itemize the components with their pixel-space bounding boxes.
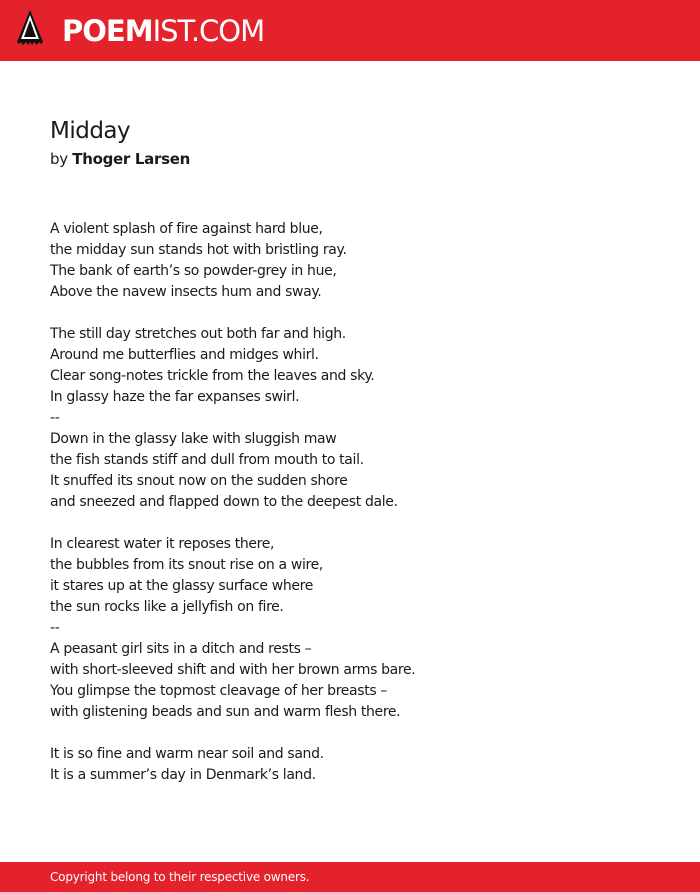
by-label: by <box>50 150 68 168</box>
section-divider: -- <box>50 620 60 636</box>
pen-nib-icon[interactable] <box>17 10 43 51</box>
poem-line: and sneezed and flapped down to the deepest dale. <box>50 494 398 510</box>
poem-line: Above the navew insects hum and sway. <box>50 284 322 300</box>
poem-line: In clearest water it reposes there, <box>50 536 275 552</box>
poem-line: Around me butterflies and midges whirl. <box>50 347 319 363</box>
poem-line: A violent splash of fire against hard blue, <box>50 221 323 237</box>
stanza <box>50 219 650 303</box>
copyright-notice: Copyright belong to their respective owners. <box>50 870 310 884</box>
poem-title: Midday <box>50 118 131 144</box>
site-logo[interactable] <box>62 13 264 49</box>
stanza <box>50 534 650 723</box>
poem-line: Clear song-notes trickle from the leaves and sky. <box>50 368 375 384</box>
poem-line: The still day stretches out both far and high. <box>50 326 346 342</box>
poem-line: You glimpse the topmost cleavage of her breasts – <box>50 683 388 699</box>
logo-light-text: IST.COM <box>152 14 265 48</box>
site-footer <box>0 862 700 892</box>
section-divider: -- <box>50 410 60 426</box>
poem-line: the midday sun stands hot with bristling ray. <box>50 242 347 258</box>
poem-line: the sun rocks like a jellyfish on fire. <box>50 599 284 615</box>
poem-line: Down in the glassy lake with sluggish maw <box>50 431 337 447</box>
poem-line: it stares up at the glassy surface where <box>50 578 314 594</box>
poem-line: The bank of earth’s so powder-grey in hue, <box>50 263 337 279</box>
stanza <box>50 744 650 786</box>
stanza <box>50 324 650 513</box>
site-header <box>0 0 700 61</box>
poem-line: It is so fine and warm near soil and sand. <box>50 746 324 762</box>
poem-line: with glistening beads and sun and warm flesh there. <box>50 704 401 720</box>
poem-line: A peasant girl sits in a ditch and rests – <box>50 641 312 657</box>
poem-line: In glassy haze the far expanses swirl. <box>50 389 300 405</box>
poem-line: with short-sleeved shift and with her brown arms bare. <box>50 662 416 678</box>
poem-body <box>50 219 650 786</box>
logo-bold-text: POEM <box>62 14 153 48</box>
poem-line: the fish stands stiff and dull from mouth to tail. <box>50 452 364 468</box>
author-name: Thoger Larsen <box>72 150 190 168</box>
poem-line: the bubbles from its snout rise on a wire, <box>50 557 323 573</box>
byline <box>50 149 190 169</box>
poem-line: It snuffed its snout now on the sudden shore <box>50 473 348 489</box>
poem-line: It is a summer’s day in Denmark’s land. <box>50 767 316 783</box>
